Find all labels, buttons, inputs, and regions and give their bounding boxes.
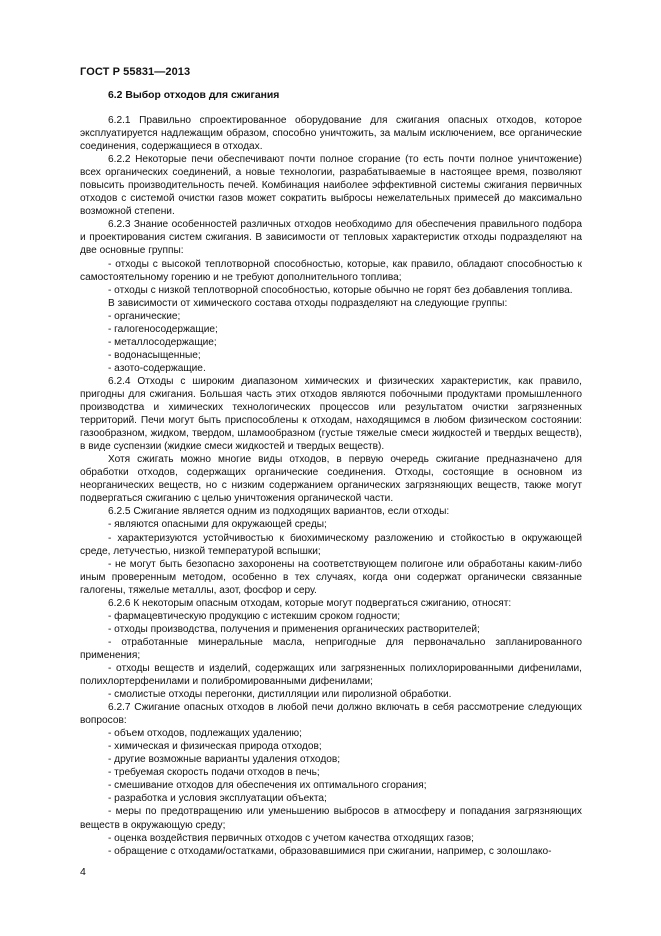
paragraph: 6.2.5 Сжигание является одним из подходящих вариантов, если отходы: xyxy=(108,506,450,518)
list-item: - металлосодержащие; xyxy=(108,336,217,348)
list-item: - галогеносодержащие; xyxy=(108,323,218,335)
list-item: - органические; xyxy=(108,310,181,322)
list-item: - смолистые отходы перегонки, дистилляции или пиролизной обработки. xyxy=(108,689,452,701)
section-heading: 6.2 Выбор отходов для сжигания xyxy=(108,90,280,101)
list-item: - отходы производства, получения и применения органических растворителей; xyxy=(108,623,480,635)
list-item: - меры по предотвращению или уменьшению выбросов в атмосферу и попадания загрязняющих веществ в окружающую среду; xyxy=(80,806,582,831)
page-number: 4 xyxy=(80,866,86,878)
paragraph: 6.2.6 К некоторым опасным отходам, которые могут подвергаться сжиганию, относят: xyxy=(108,597,512,609)
list-item: - фармацевтическую продукцию с истекшим сроком годности; xyxy=(108,610,401,622)
list-item: - характеризуются устойчивостью к биохимическому разложению и стойкостью в окружающей среде, летучестью, низкой температурой вспышки; xyxy=(80,532,582,557)
list-item: - другие возможные варианты удаления отходов; xyxy=(108,754,341,766)
list-item: - водонасыщенные; xyxy=(108,349,201,361)
list-item: - смешивание отходов для обеспечения их оптимального сгорания; xyxy=(108,780,427,792)
paragraph: В зависимости от химического состава отходы подразделяют на следующие группы: xyxy=(108,297,508,309)
list-item: - отходы с низкой теплотворной способностью, которые обычно не горят без добавления топлива. xyxy=(108,284,573,296)
list-item: - не могут быть безопасно захоронены на соответствующем полигоне или обработаны каким-либо иным проверенным методом, особенно в тех случаях, когда они содержат органически связанные галогены, тяжелые металлы, азот, фосфор и серу. xyxy=(80,558,582,596)
paragraph: 6.2.7 Сжигание опасных отходов в любой печи должно включать в себя рассмотрение следующих вопросов: xyxy=(80,702,582,727)
paragraph: 6.2.1 Правильно спроектированное оборудование для сжигания опасных отходов, которое эксплуатируется надлежащим образом, способно уничтожить, за малым исключением, все органические соединения, содержащиеся в отходах. xyxy=(80,115,582,153)
paragraph: 6.2.4 Отходы с широким диапазоном химических и физических характеристик, как правило, пригодны для сжигания. Большая часть этих отходов являются побочными продуктами промышленного производства и химических технологических процессов или результатом очистки загрязненных территорий. Печи могут быть приспособлены к отходам, находящимся в любом физическом состоянии: газообразном, жидком, твердом, шламообразном (густые тяжелые смеси жидкостей и твердых веществ), в виде суспензии (жидкие смеси жидкостей и твердых веществ). xyxy=(80,375,582,453)
list-item: - химическая и физическая природа отходов; xyxy=(108,741,322,753)
document-header: ГОСТ Р 55831—2013 xyxy=(80,66,191,78)
list-item: - объем отходов, подлежащих удалению; xyxy=(108,728,302,740)
list-item: - оценка воздействия первичных отходов с учетом качества отходящих газов; xyxy=(108,832,474,844)
paragraph: Хотя сжигать можно многие виды отходов, в первую очередь сжигание предназначено для обработки отходов, содержащих органические соединения. Отходы, состоящие в основном из неорганических веществ, но с низким содержанием органических загрязняющих веществ, также могут подвергаться сжиганию с целью уничтожения органической части. xyxy=(80,454,582,505)
list-item: - обращение с отходами/остатками, образовавшимися при сжигании, например, с золошлако- xyxy=(108,845,552,857)
list-item: - азото-содержащие. xyxy=(108,362,206,374)
paragraph: 6.2.3 Знание особенностей различных отходов необходимо для обеспечения правильного подбора и проектирования систем сжигания. В зависимости от тепловых характеристик отходы подразделяют на две основные группы: xyxy=(80,219,582,257)
document-body xyxy=(80,114,582,858)
list-item: - требуемая скорость подачи отходов в печь; xyxy=(108,767,320,779)
list-item: - отходы веществ и изделий, содержащих или загрязненных полихлорированными дифенилами, полихлортерфенилами и полибромированными дифенилами; xyxy=(80,662,582,688)
list-item: - отработанные минеральные масла, непригодные для первоначально запланированного применения; xyxy=(80,636,582,661)
list-item: - разработка и условия эксплуатации объекта; xyxy=(108,793,327,805)
list-item: - отходы с высокой теплотворной способностью, которые, как правило, обладают способностью к самостоятельному горению и не требуют дополнительного топлива; xyxy=(80,258,582,283)
paragraph: 6.2.2 Некоторые печи обеспечивают почти полное сгорание (то есть почти полное уничтожение) всех органических соединений, а новые технологии, разрабатываемые в настоящее время, позволяют повысить производительность печей. Комбинация наиболее эффективной системы сжигания первичных отходов с системой очистки газов может сократить выбросы нежелательных примесей до максимально возможной степени. xyxy=(80,154,582,218)
list-item: - являются опасными для окружающей среды; xyxy=(108,519,327,531)
